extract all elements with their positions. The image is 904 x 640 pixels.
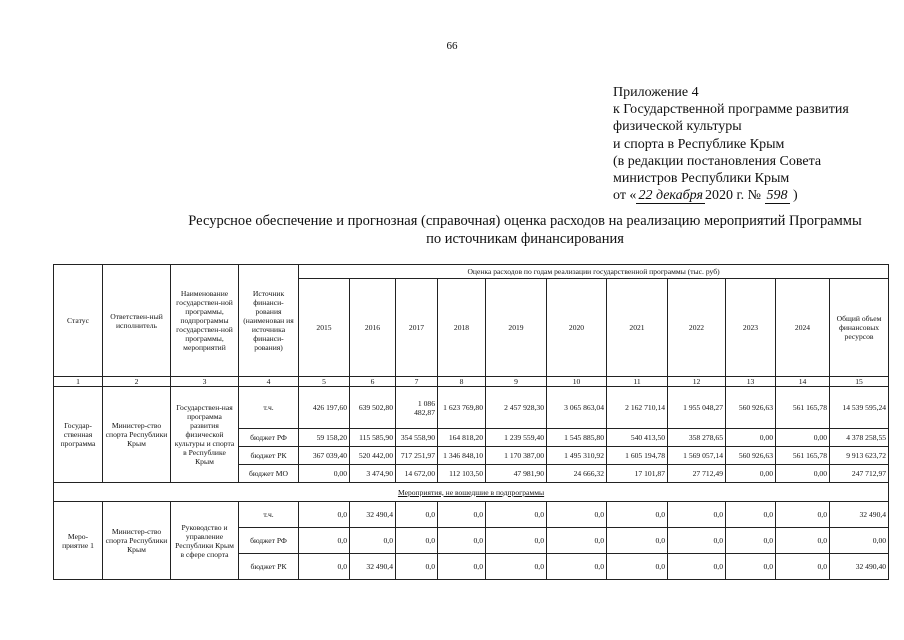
annex-date-line [613,187,849,204]
value-cell: 0,0 [299,528,350,554]
value-cell: 115 585,90 [350,429,396,447]
value-cell: 0,0 [299,502,350,528]
column-number: 3 [171,377,239,387]
value-cell: 0,0 [668,502,726,528]
value-cell: 0,0 [607,502,668,528]
value-cell: 0,0 [776,528,830,554]
header-year: 2016 [350,279,396,377]
value-cell: 540 413,50 [607,429,668,447]
column-number: 2 [103,377,171,387]
header-name: Наименование государствен-ной программы, подпрограммы государствен-ной программы, мероприятий [171,265,239,377]
value-cell: 639 502,80 [350,387,396,429]
header-source: Источник финанси-рования (наименован ия источника финанси-рования) [239,265,299,377]
column-number-row [54,377,889,387]
value-cell: 247 712,97 [830,465,889,483]
value-cell: 0,0 [547,554,607,580]
program-responsible: Министер-ство спорта Республики Крым [103,387,171,483]
value-cell: 0,0 [607,554,668,580]
section-title [54,483,889,502]
table-row [54,387,889,429]
program-name: Государствен-ная программа развития физической культуры и спорта в Республике Крым [171,387,239,483]
value-cell: 0,00 [776,465,830,483]
column-number: 5 [299,377,350,387]
value-cell: 32 490,4 [350,502,396,528]
value-cell: 426 197,60 [299,387,350,429]
value-cell: 0,00 [726,465,776,483]
header-year: 2021 [607,279,668,377]
measure-name: Руководство и управление Республики Крым в сфере спорта [171,502,239,580]
value-cell: 520 442,00 [350,447,396,465]
value-cell: 0,0 [486,554,547,580]
column-number: 8 [438,377,486,387]
close-paren: ) [793,188,798,204]
value-cell: 9 913 623,72 [830,447,889,465]
value-cell: 0,0 [438,502,486,528]
value-cell: 59 158,20 [299,429,350,447]
column-number: 11 [607,377,668,387]
measure-responsible: Министер-ство спорта Республики Крым [103,502,171,580]
annex-line: и спорта в Республике Крым [613,136,785,152]
value-cell: 0,0 [547,502,607,528]
header-year: 2015 [299,279,350,377]
source-cell: бюджет МО [239,465,299,483]
annex-line: к Государственной программе развития [613,102,849,118]
value-cell: 1 545 885,80 [547,429,607,447]
measure-status: Меро-приятие 1 [54,502,103,580]
value-cell: 0,0 [726,502,776,528]
source-cell: т.ч. [239,502,299,528]
value-cell: 27 712,49 [668,465,726,483]
header-year: 2017 [396,279,438,377]
value-cell: 367 039,40 [299,447,350,465]
header-estimate: Оценка расходов по годам реализации государственной программы (тыс. руб) [299,265,889,279]
value-cell: 3 474,90 [350,465,396,483]
value-cell: 0,0 [726,528,776,554]
date-suffix: 2020 г. № [704,188,761,204]
value-cell: 4 378 258,55 [830,429,889,447]
value-cell: 0,00 [299,465,350,483]
value-cell: 24 666,32 [547,465,607,483]
value-cell: 1 605 194,78 [607,447,668,465]
page-number: 66 [446,40,458,52]
value-cell: 1 569 057,14 [668,447,726,465]
annex-block [613,84,849,204]
title-line-2: по источникам финансирования [426,231,624,247]
value-cell: 32 490,4 [830,502,889,528]
value-cell: 164 818,20 [438,429,486,447]
value-cell: 1 955 048,27 [668,387,726,429]
value-cell: 0,0 [547,528,607,554]
value-cell: 0,0 [668,554,726,580]
value-cell: 354 558,90 [396,429,438,447]
value-cell: 0,0 [299,554,350,580]
header-year: 2018 [438,279,486,377]
column-number: 6 [350,377,396,387]
column-number: 9 [486,377,547,387]
value-cell: 3 065 863,04 [547,387,607,429]
value-cell: 561 165,78 [776,387,830,429]
annex-line: министров Республики Крым [613,171,790,187]
value-cell: 112 103,50 [438,465,486,483]
finance-table [53,264,889,580]
column-number: 12 [668,377,726,387]
header-year: 2020 [547,279,607,377]
value-cell: 717 251,97 [396,447,438,465]
value-cell: 0,0 [776,554,830,580]
date-prefix: от « [613,188,637,204]
program-status: Государ-ственная программа [54,387,103,483]
header-year: 2022 [668,279,726,377]
measure-block [54,502,889,580]
source-cell: бюджет РК [239,554,299,580]
title-line-1: Ресурсное обеспечение и прогнозная (справочная) оценка расходов на реализацию мероприятий Программы [188,213,862,229]
header-year: 2024 [776,279,830,377]
value-cell: 0,0 [438,554,486,580]
value-cell: 0,0 [486,502,547,528]
value-cell: 1 623 769,80 [438,387,486,429]
section-title-text: Мероприятия, не вошедшие в подпрограммы [397,487,545,497]
value-cell: 0,0 [776,502,830,528]
source-cell: бюджет РК [239,447,299,465]
value-cell: 0,0 [438,528,486,554]
value-cell: 32 490,40 [830,554,889,580]
column-number: 4 [239,377,299,387]
annex-line: (в редакции постановления Совета [613,153,822,169]
column-number: 7 [396,377,438,387]
handwritten-date: 22 декабря [638,188,703,204]
value-cell: 0,0 [350,528,396,554]
value-cell: 0,0 [396,528,438,554]
value-cell: 560 926,63 [726,447,776,465]
annex-line: физической культуры [613,119,742,135]
value-cell: 0,0 [396,554,438,580]
source-cell: бюджет РФ [239,528,299,554]
handwritten-number: 598 [766,188,788,204]
column-number: 14 [776,377,830,387]
value-cell: 32 490,4 [350,554,396,580]
value-cell: 358 278,65 [668,429,726,447]
value-cell: 0,00 [830,528,889,554]
column-number: 15 [830,377,889,387]
value-cell: 0,0 [607,528,668,554]
header-total: Общий объем финансовых ресурсов [830,279,889,377]
table-row [54,502,889,528]
value-cell: 1 495 310,92 [547,447,607,465]
column-number: 1 [54,377,103,387]
value-cell: 561 165,78 [776,447,830,465]
value-cell: 2 162 710,14 [607,387,668,429]
source-cell: т.ч. [239,387,299,429]
value-cell: 0,0 [668,528,726,554]
column-number: 13 [726,377,776,387]
value-cell: 1 170 387,00 [486,447,547,465]
header-year: 2019 [486,279,547,377]
value-cell: 0,0 [396,502,438,528]
value-cell: 1 086 482,87 [396,387,438,429]
program-block [54,387,889,483]
value-cell: 14 672,00 [396,465,438,483]
value-cell: 0,0 [486,528,547,554]
column-number: 10 [547,377,607,387]
value-cell: 0,00 [726,429,776,447]
value-cell: 560 926,63 [726,387,776,429]
header-responsible: Ответствен-ный исполнитель [103,265,171,377]
value-cell: 0,0 [726,554,776,580]
value-cell: 1 346 848,10 [438,447,486,465]
source-cell: бюджет РФ [239,429,299,447]
header-status: Статус [54,265,103,377]
document-title [150,212,900,248]
value-cell: 47 981,90 [486,465,547,483]
value-cell: 17 101,87 [607,465,668,483]
header-year: 2023 [726,279,776,377]
value-cell: 14 539 595,24 [830,387,889,429]
value-cell: 2 457 928,30 [486,387,547,429]
value-cell: 0,00 [776,429,830,447]
annex-line: Приложение 4 [613,85,699,100]
value-cell: 1 239 559,40 [486,429,547,447]
